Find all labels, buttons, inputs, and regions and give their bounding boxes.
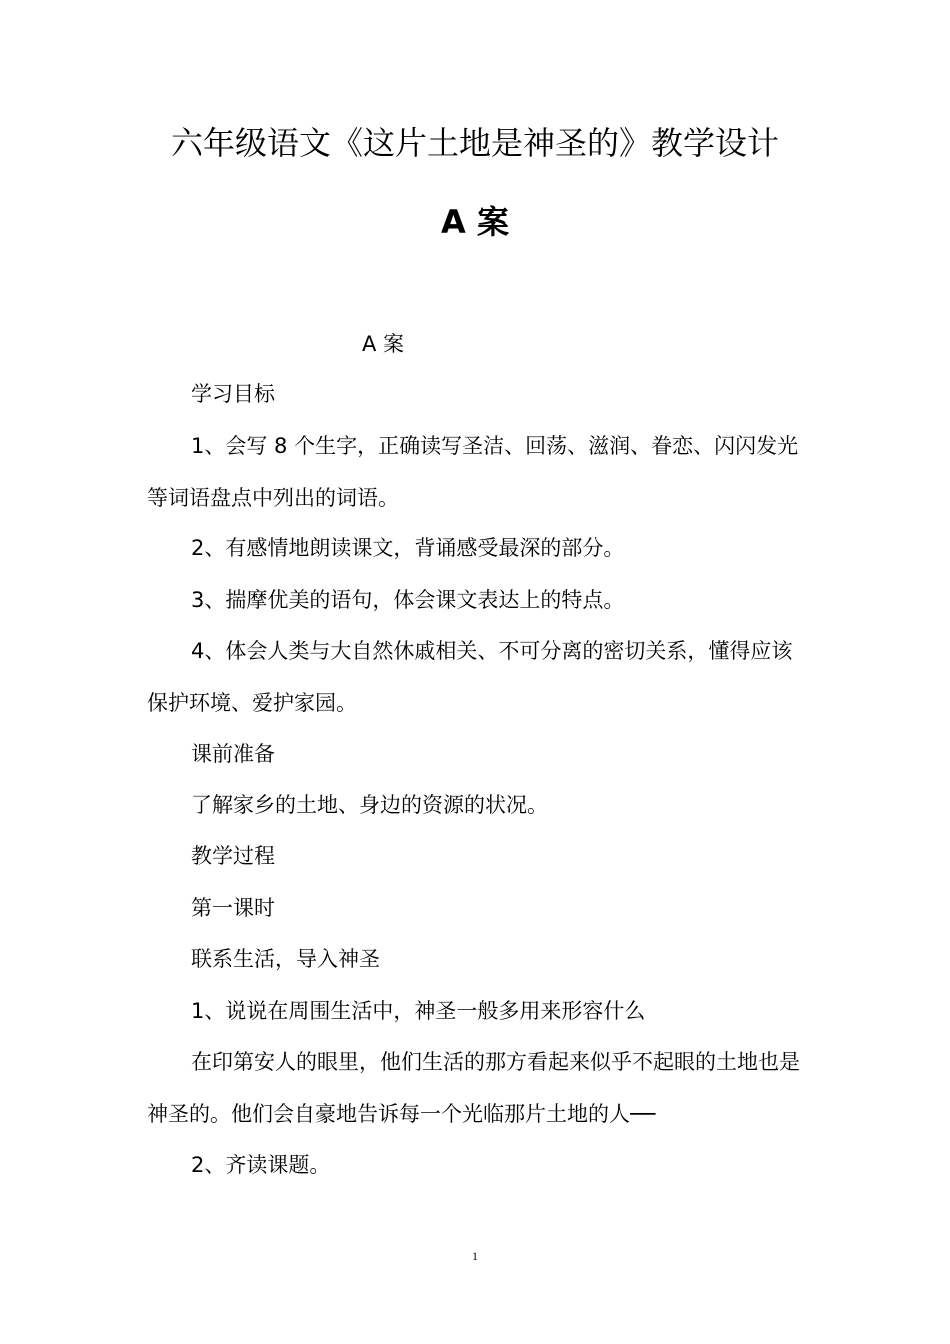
page-number: 1 [472,1249,478,1263]
process-paragraph: 在印第安人的眼里，他们生活的那方看起来似乎不起眼的土地也是神圣的。他们会自豪地告诉每一个光临那片土地的人── [147,1050,800,1126]
objective-item-4: 4、体会人类与大自然休戚相关、不可分离的密切关系，懂得应该保护环境、爱护家园。 [147,639,793,715]
process-item-2: 2、齐读课题。 [191,1153,331,1177]
preparation-text: 了解家乡的土地、身边的资源的状况。 [191,793,548,817]
process-item-1: 1、说说在周围生活中，神圣一般多用来形容什么 [191,999,646,1023]
heading-preparation: 课前准备 [191,742,275,766]
heading-first-lesson: 第一课时 [191,896,275,920]
objective-item-3: 3、揣摩优美的语句，体会课文表达上的特点。 [191,588,625,612]
objective-item-2: 2、有感情地朗读课文，背诵感受最深的部分。 [191,536,625,560]
section-subheading: A 案 [362,332,405,356]
heading-teaching-process: 教学过程 [191,844,275,868]
heading-intro: 联系生活，导入神圣 [191,947,380,971]
document-title-line-2: A 案 [441,203,509,241]
heading-learning-objectives: 学习目标 [191,382,275,406]
document-title-line-1: 六年级语文《这片土地是神圣的》教学设计 [170,124,779,162]
objective-item-1: 1、会写 8 个生字，正确读写圣洁、回荡、滋润、眷恋、闪闪发光等词语盘点中列出的词语。 [147,434,799,510]
